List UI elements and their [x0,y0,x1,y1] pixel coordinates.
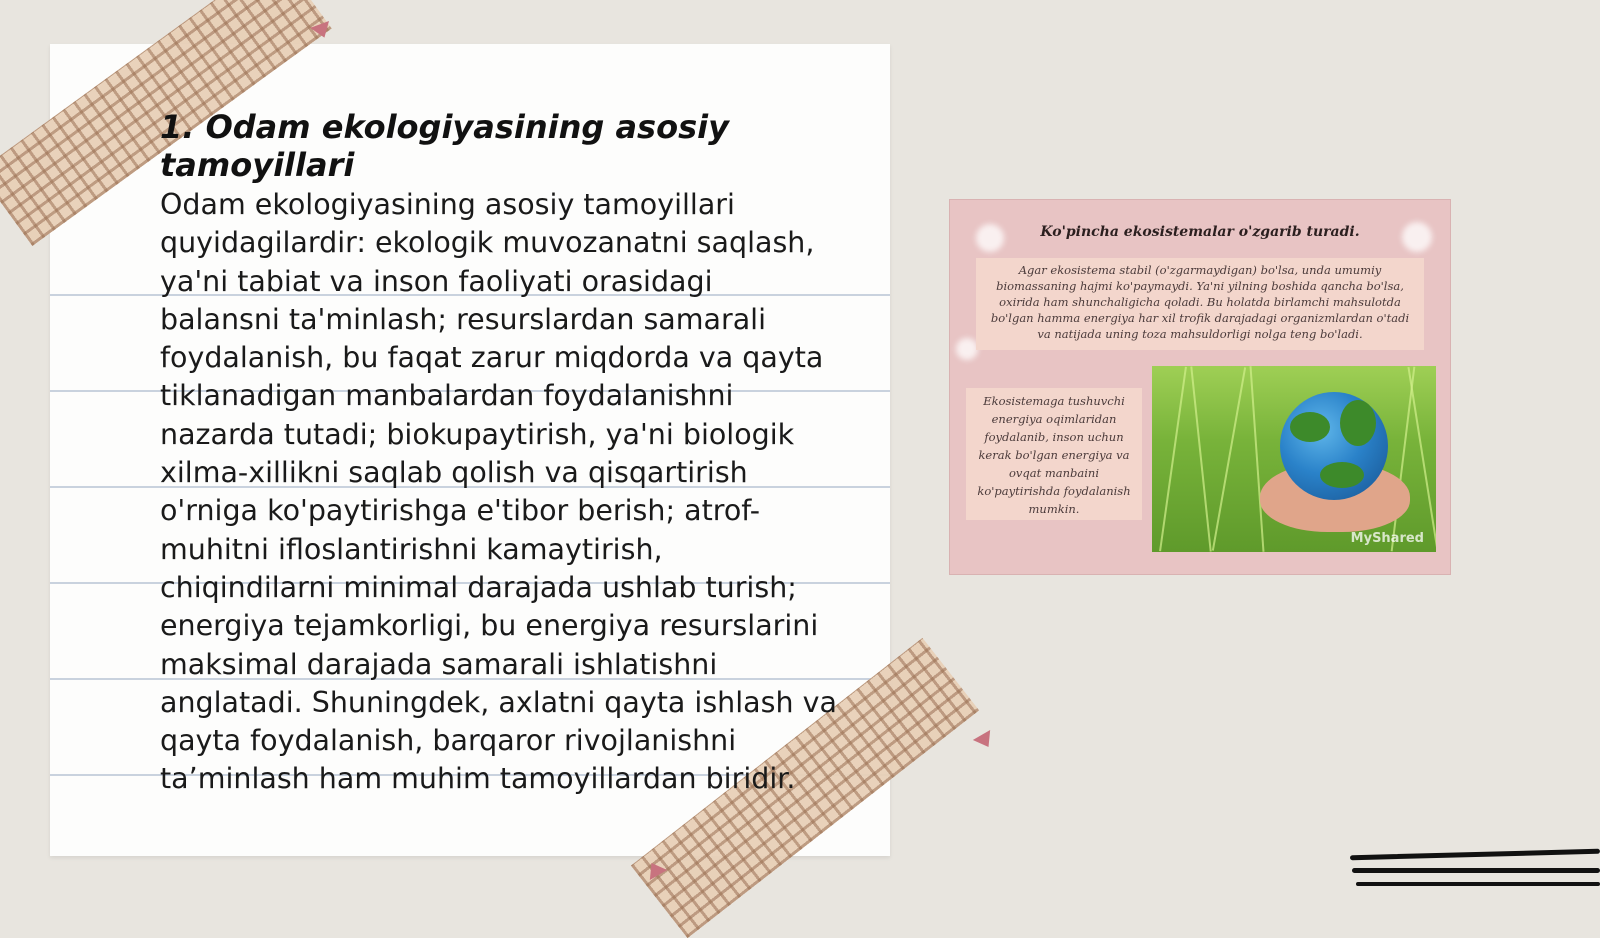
bokeh-light [956,338,978,360]
slide-body-text: Odam ekologiyasining asosiy tamoyillari quyidagilardir: ekologik muvozanatni saqlash, ya'ni tabiat va inson faoliyati orasidagi balansni ta'minlash; resurslardan samarali foydalanish, bu faqat zarur miqdorda va qayta tiklanadigan manbalardan foydalanishni nazarda tutadi; biokupaytirish, ya'ni biologik xilma-xillikni saqlab qolish va qisqartirish o'rniga ko'paytirishga e'tibor berish; atrof-muhitni ifloslantirishni kamaytirish, chiqindilarni minimal darajada ushlab turish; energiya tejamkorligi, bu energiya resurslarini maksimal darajada samarali ishlatishni anglatadi. Shuningdek, axlatni qayta ishlash va qayta foydalanish, barqaror rivojlanishni taʼminlash ham muhim tamoyillardan biridir. [160,188,837,796]
pin-icon [973,730,997,752]
brush-stroke [1352,868,1600,873]
image-title: Ko'pincha ekosistemalar o'zgarib turadi. [1040,224,1360,240]
image-top-textbox [976,258,1424,350]
brush-stroke [1356,882,1600,886]
brush-stroke [1350,849,1600,861]
image-top-text: Agar ekosistema stabil (o'zgarmaydigan) bo'lsa, unda umumiy biomassaning hajmi ko'paymaydi. Ya'ni yilning boshida qancha bo'lsa, oxirida ham shunchaligicha qoladi. Bu holatda birlamchi mahsulotda bo'lgan hamma energiya har xil trofik darajadagi organizmlardan o'tadi va natijada uning toza mahsuldorligi nolga teng bo'ladi. [990,263,1410,341]
image-left-textbox [966,388,1142,520]
image-watermark: MyShared [1350,531,1424,546]
slide-title: 1. Odam ekologiyasining asosiy tamoyillari [160,108,729,184]
globe-in-hands-photo [1152,366,1436,552]
globe-icon [1280,392,1388,500]
ecosystem-image [950,200,1450,574]
image-left-text: Ekosistemaga tushuvchi energiya oqimlaridan foydalanib, inson uchun kerak bo'lgan energiya va ovqat manbaini ko'paytirishda foydalanish mumkin. [977,394,1131,516]
